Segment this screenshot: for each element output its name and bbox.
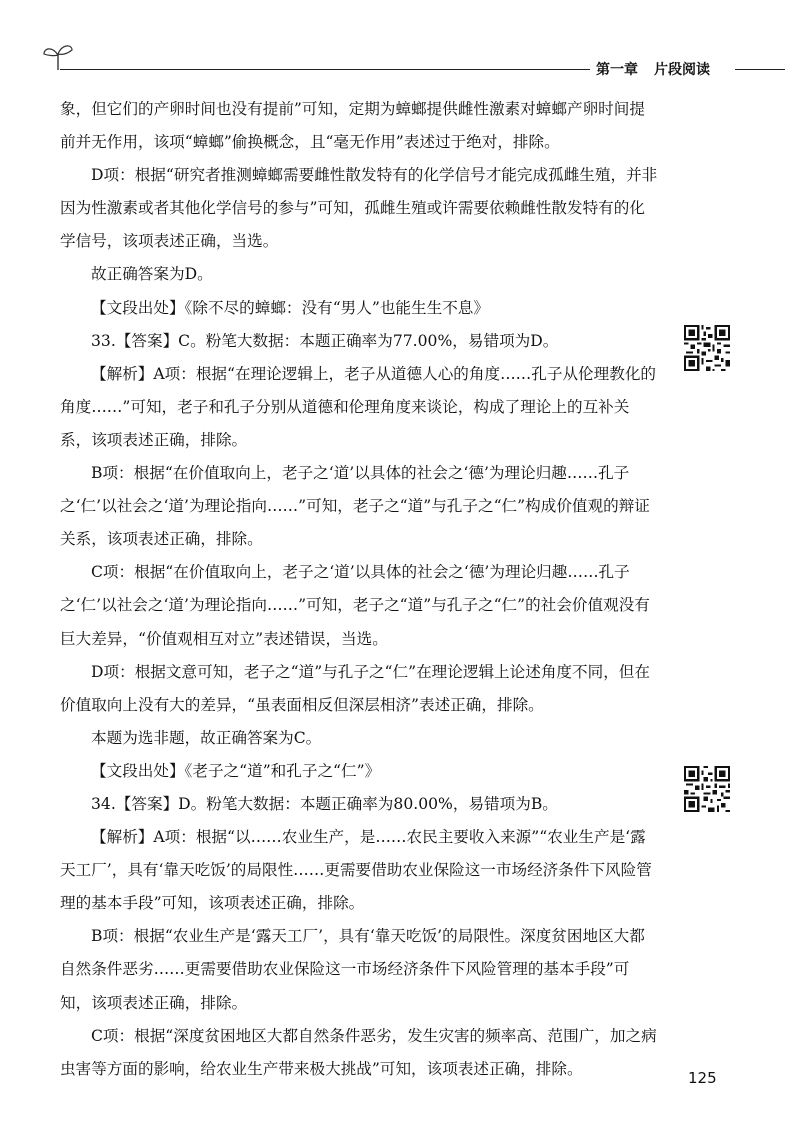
chapter-label: 第一章 bbox=[596, 62, 638, 78]
qr-code-icon[interactable] bbox=[684, 325, 730, 371]
paragraph: C项：根据“深度贫困地区大都自然条件恶劣，发生灾害的频率高、范围广，加之病虫害等方面的影响，给农业生产带来极大挑战”可知，该项表述正确，排除。 bbox=[60, 1026, 657, 1078]
answer-line: 34.【答案】D。粉笔大数据：本题正确率为80.00%，易错项为B。 bbox=[91, 794, 558, 813]
paragraph: 本题为选非题，故正确答案为C。 bbox=[91, 728, 322, 747]
paragraph: B项：根据“在价值取向上，老子之‘道’以具体的社会之‘德’为理论归趣……孔子之‘仁’以社会之‘道’为理论指向……”可知，老子之“道”与孔子之“仁”构成价值观的辩证关系，该项表述正确，排除。 bbox=[60, 464, 650, 549]
paragraph: 象，但它们的产卵时间也没有提前”可知，定期为蟑螂提供雌性激素对蟑螂产卵时间提前并无作用，该项“蟑螂”偷换概念，且“毫无作用”表述过于绝对，排除。 bbox=[60, 100, 645, 152]
paragraph: C项：根据“在价值取向上，老子之‘道’以具体的社会之‘德’为理论归趣……孔子之‘仁’以社会之‘道’为理论指向……”可知，老子之“道”与孔子之“仁”的社会价值观没有巨大差异，“价值观相互对立”表述错误，当选。 bbox=[60, 563, 650, 648]
header-rule-end bbox=[735, 69, 785, 70]
page-body bbox=[60, 93, 660, 1086]
answer-line: 33.【答案】C。粉笔大数据：本题正确率为77.00%，易错项为D。 bbox=[91, 331, 559, 350]
running-header bbox=[596, 59, 710, 79]
page-number: 125 bbox=[688, 1069, 717, 1087]
paragraph: 故正确答案为D。 bbox=[91, 265, 213, 284]
analysis-paragraph: 【解析】A项：根据“以……农业生产，是……农民主要收入来源”“农业生产是‘露天工厂’，具有‘靠天吃饭’的局限性……更需要借助农业保险这一市场经济条件下风险管理的基本手段”可知，该项表述正确，排除。 bbox=[60, 828, 652, 913]
header-rule bbox=[60, 69, 590, 70]
source-note: 【文段出处】《老子之“道”和孔子之“仁”》 bbox=[91, 761, 381, 780]
section-label: 片段阅读 bbox=[654, 62, 710, 78]
paragraph: B项：根据“农业生产是‘露天工厂’，具有‘靠天吃饭’的局限性。深度贫困地区大都自然条件恶劣……更需要借助农业保险这一市场经济条件下风险管理的基本手段”可知，该项表述正确，排除。 bbox=[60, 927, 645, 1012]
paragraph: D项：根据文意可知，老子之“道”与孔子之“仁”在理论逻辑上论述角度不同，但在价值取向上没有大的差异，“虽表面相反但深层相济”表述正确，排除。 bbox=[60, 662, 650, 714]
qr-code-icon[interactable] bbox=[684, 766, 730, 812]
source-note: 【文段出处】《除不尽的蟑螂：没有“男人”也能生生不息》 bbox=[91, 298, 489, 317]
analysis-paragraph: 【解析】A项：根据“在理论逻辑上，老子从道德人心的角度……孔子从伦理教化的角度……”可知，老子和孔子分别从道德和伦理角度来谈论，构成了理论上的互补关系，该项表述正确，排除。 bbox=[60, 364, 657, 449]
sprout-icon bbox=[40, 40, 76, 72]
paragraph: D项：根据“研究者推测蟑螂需要雌性散发特有的化学信号才能完成孤雌生殖，并非因为性激素或者其他化学信号的参与”可知，孤雌生殖或许需要依赖雌性散发特有的化学信号，该项表述正确，当选。 bbox=[60, 166, 658, 251]
